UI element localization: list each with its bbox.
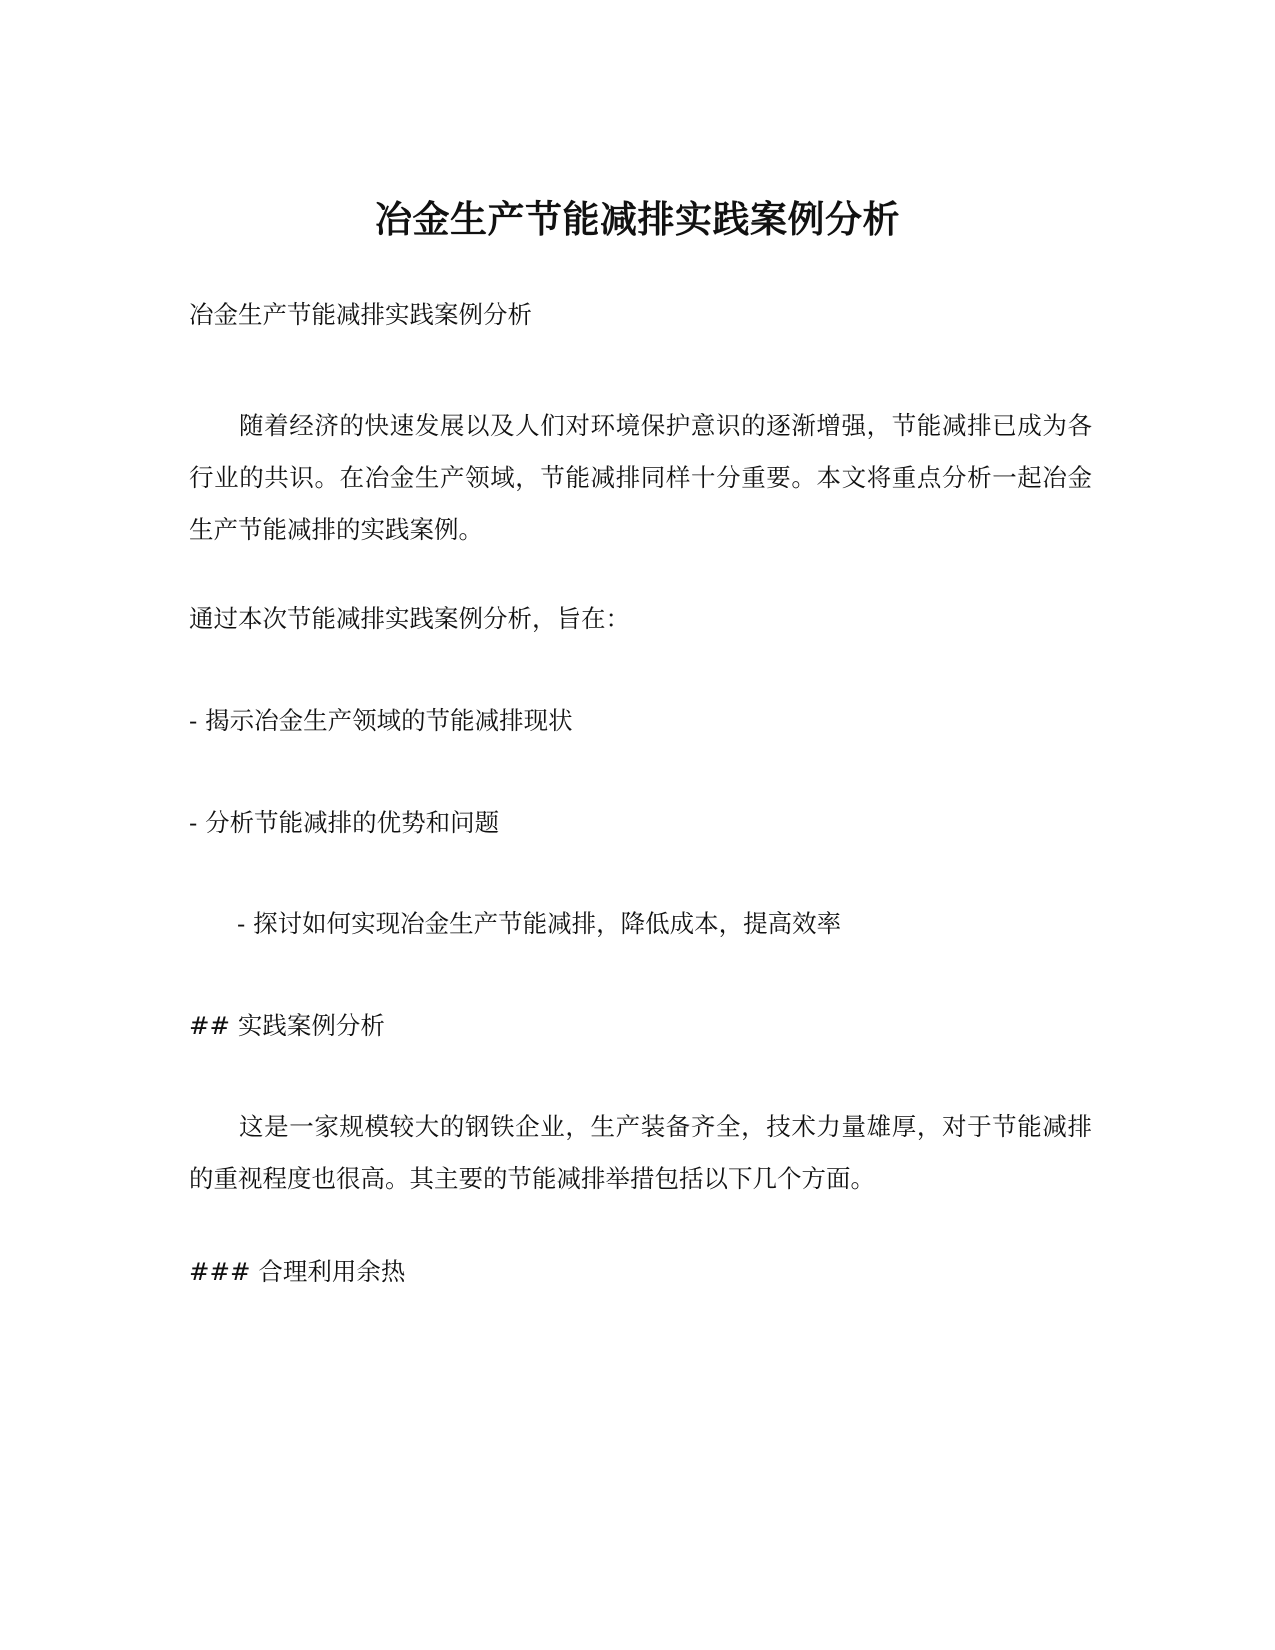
intro-paragraph: 随着经济的快速发展以及人们对环境保护意识的逐渐增强，节能减排已成为各行业的共识。在冶金生产领域，节能减排同样十分重要。本文将重点分析一起冶金生产节能减排的实践案例。 — [189, 411, 1092, 544]
subsection-heading: ### 合理利用余热 — [189, 1257, 406, 1286]
bullet-item: - 探讨如何实现冶金生产节能减排，降低成本，提高效率 — [237, 909, 842, 938]
case-paragraph: 这是一家规模较大的钢铁企业，生产装备齐全，技术力量雄厚，对于节能减排的重视程度也很高。其主要的节能减排举措包括以下几个方面。 — [189, 1112, 1092, 1193]
purpose-line: 通过本次节能减排实践案例分析，旨在： — [189, 604, 630, 633]
document-subtitle: 冶金生产节能减排实践案例分析 — [189, 300, 532, 329]
page-title: 冶金生产节能减排实践案例分析 — [375, 197, 900, 241]
bullet-item: - 揭示冶金生产领域的节能减排现状 — [189, 706, 573, 735]
bullet-item: - 分析节能减排的优势和问题 — [189, 808, 500, 837]
section-heading: ## 实践案例分析 — [189, 1011, 385, 1040]
